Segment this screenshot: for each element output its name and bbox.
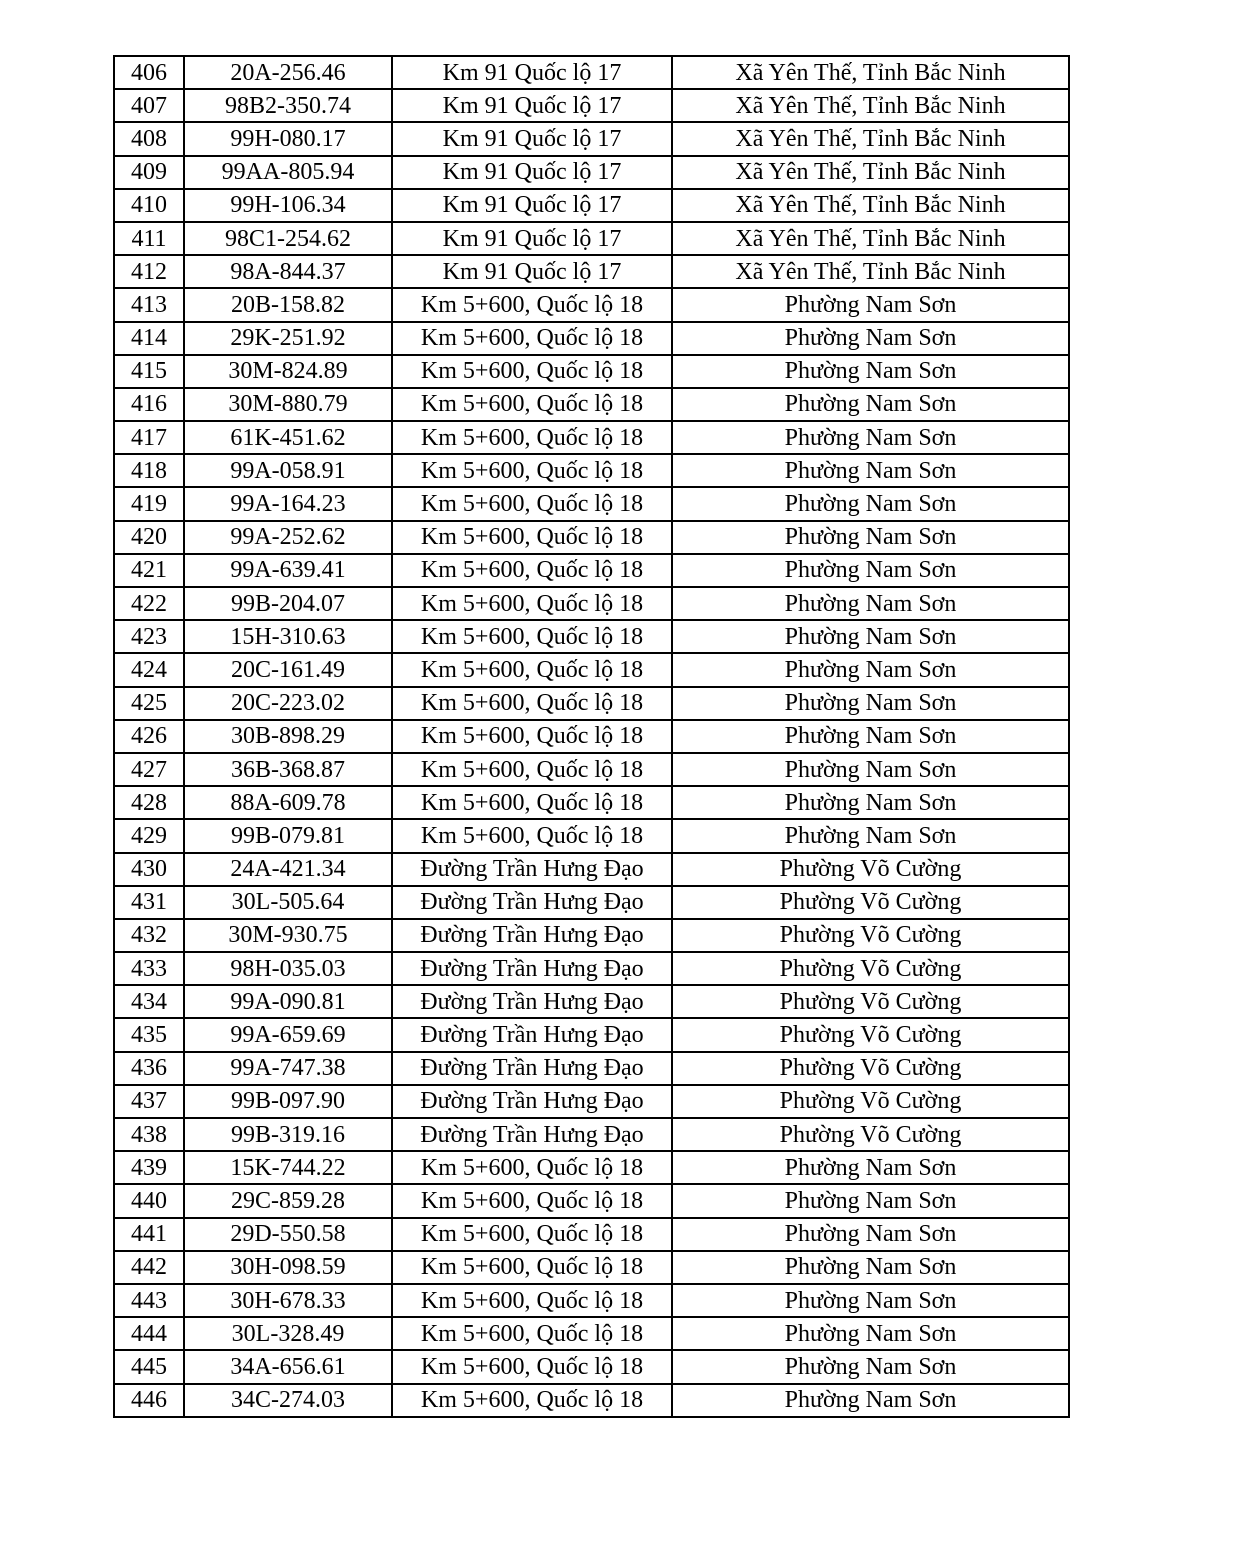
location-cell: Km 5+600, Quốc lộ 18 [392, 1384, 672, 1417]
table-row [114, 1350, 1069, 1383]
row-number-cell: 433 [114, 952, 184, 985]
location-cell: Đường Trần Hưng Đạo [392, 1085, 672, 1118]
row-number-cell: 409 [114, 156, 184, 189]
license-plate-cell: 20C-161.49 [184, 653, 392, 686]
location-cell: Km 5+600, Quốc lộ 18 [392, 322, 672, 355]
row-number-cell: 441 [114, 1218, 184, 1251]
license-plate-cell: 24A-421.34 [184, 853, 392, 886]
license-plate-cell: 98C1-254.62 [184, 222, 392, 255]
row-number-cell: 428 [114, 786, 184, 819]
ward-cell: Xã Yên Thế, Tỉnh Bắc Ninh [672, 222, 1069, 255]
ward-cell: Phường Võ Cường [672, 952, 1069, 985]
license-plate-cell: 30L-505.64 [184, 886, 392, 919]
row-number-cell: 426 [114, 720, 184, 753]
location-cell: Km 5+600, Quốc lộ 18 [392, 1151, 672, 1184]
row-number-cell: 431 [114, 886, 184, 919]
table-row [114, 1251, 1069, 1284]
table-row [114, 819, 1069, 852]
table-row [114, 1384, 1069, 1417]
ward-cell: Phường Nam Sơn [672, 421, 1069, 454]
ward-cell: Phường Nam Sơn [672, 1350, 1069, 1383]
license-plate-cell: 99A-659.69 [184, 1018, 392, 1051]
license-plate-cell: 29K-251.92 [184, 322, 392, 355]
license-plate-cell: 99H-080.17 [184, 122, 392, 155]
license-plate-cell: 30M-880.79 [184, 388, 392, 421]
row-number-cell: 436 [114, 1052, 184, 1085]
license-plate-cell: 36B-368.87 [184, 753, 392, 786]
license-plate-cell: 98B2-350.74 [184, 89, 392, 122]
license-plate-cell: 20C-223.02 [184, 687, 392, 720]
license-plate-cell: 99H-106.34 [184, 189, 392, 222]
table-row [114, 355, 1069, 388]
row-number-cell: 435 [114, 1018, 184, 1051]
location-cell: Đường Trần Hưng Đạo [392, 1018, 672, 1051]
ward-cell: Phường Võ Cường [672, 853, 1069, 886]
row-number-cell: 406 [114, 56, 184, 89]
table-row [114, 886, 1069, 919]
row-number-cell: 427 [114, 753, 184, 786]
location-cell: Km 5+600, Quốc lộ 18 [392, 521, 672, 554]
location-cell: Km 91 Quốc lộ 17 [392, 255, 672, 288]
table-row [114, 620, 1069, 653]
ward-cell: Phường Nam Sơn [672, 1218, 1069, 1251]
ward-cell: Phường Nam Sơn [672, 1251, 1069, 1284]
row-number-cell: 438 [114, 1118, 184, 1151]
license-plate-cell: 98A-844.37 [184, 255, 392, 288]
violations-table [113, 55, 1070, 1418]
table-row [114, 786, 1069, 819]
row-number-cell: 432 [114, 919, 184, 952]
license-plate-cell: 29C-859.28 [184, 1184, 392, 1217]
ward-cell: Phường Nam Sơn [672, 1151, 1069, 1184]
ward-cell: Phường Nam Sơn [672, 288, 1069, 321]
table-row [114, 454, 1069, 487]
table-body [114, 56, 1069, 1417]
license-plate-cell: 99B-079.81 [184, 819, 392, 852]
location-cell: Km 91 Quốc lộ 17 [392, 156, 672, 189]
ward-cell: Xã Yên Thế, Tỉnh Bắc Ninh [672, 255, 1069, 288]
license-plate-cell: 30M-824.89 [184, 355, 392, 388]
license-plate-cell: 98H-035.03 [184, 952, 392, 985]
table-row [114, 554, 1069, 587]
location-cell: Đường Trần Hưng Đạo [392, 886, 672, 919]
location-cell: Km 5+600, Quốc lộ 18 [392, 587, 672, 620]
ward-cell: Phường Võ Cường [672, 1052, 1069, 1085]
license-plate-cell: 34C-274.03 [184, 1384, 392, 1417]
license-plate-cell: 30H-678.33 [184, 1284, 392, 1317]
row-number-cell: 437 [114, 1085, 184, 1118]
table-row [114, 1317, 1069, 1350]
ward-cell: Phường Nam Sơn [672, 487, 1069, 520]
location-cell: Km 5+600, Quốc lộ 18 [392, 1317, 672, 1350]
row-number-cell: 444 [114, 1317, 184, 1350]
license-plate-cell: 29D-550.58 [184, 1218, 392, 1251]
ward-cell: Phường Nam Sơn [672, 653, 1069, 686]
ward-cell: Phường Nam Sơn [672, 521, 1069, 554]
row-number-cell: 429 [114, 819, 184, 852]
ward-cell: Phường Nam Sơn [672, 786, 1069, 819]
ward-cell: Phường Nam Sơn [672, 322, 1069, 355]
ward-cell: Phường Võ Cường [672, 1085, 1069, 1118]
table-row [114, 1284, 1069, 1317]
license-plate-cell: 99AA-805.94 [184, 156, 392, 189]
row-number-cell: 445 [114, 1350, 184, 1383]
location-cell: Km 5+600, Quốc lộ 18 [392, 421, 672, 454]
license-plate-cell: 30H-098.59 [184, 1251, 392, 1284]
location-cell: Km 5+600, Quốc lộ 18 [392, 1350, 672, 1383]
table-row [114, 156, 1069, 189]
table-row [114, 1184, 1069, 1217]
table-row [114, 388, 1069, 421]
license-plate-cell: 61K-451.62 [184, 421, 392, 454]
row-number-cell: 443 [114, 1284, 184, 1317]
location-cell: Km 5+600, Quốc lộ 18 [392, 1251, 672, 1284]
license-plate-cell: 30B-898.29 [184, 720, 392, 753]
row-number-cell: 421 [114, 554, 184, 587]
location-cell: Đường Trần Hưng Đạo [392, 1052, 672, 1085]
location-cell: Km 5+600, Quốc lộ 18 [392, 1284, 672, 1317]
license-plate-cell: 30M-930.75 [184, 919, 392, 952]
row-number-cell: 418 [114, 454, 184, 487]
table-row [114, 1151, 1069, 1184]
table-row [114, 56, 1069, 89]
ward-cell: Xã Yên Thế, Tỉnh Bắc Ninh [672, 156, 1069, 189]
ward-cell: Xã Yên Thế, Tỉnh Bắc Ninh [672, 122, 1069, 155]
ward-cell: Phường Nam Sơn [672, 454, 1069, 487]
location-cell: Km 91 Quốc lộ 17 [392, 89, 672, 122]
ward-cell: Phường Nam Sơn [672, 355, 1069, 388]
location-cell: Km 5+600, Quốc lộ 18 [392, 687, 672, 720]
row-number-cell: 422 [114, 587, 184, 620]
ward-cell: Phường Nam Sơn [672, 587, 1069, 620]
ward-cell: Phường Võ Cường [672, 1118, 1069, 1151]
ward-cell: Phường Nam Sơn [672, 388, 1069, 421]
row-number-cell: 407 [114, 89, 184, 122]
location-cell: Km 91 Quốc lộ 17 [392, 189, 672, 222]
row-number-cell: 413 [114, 288, 184, 321]
ward-cell: Phường Võ Cường [672, 886, 1069, 919]
location-cell: Km 5+600, Quốc lộ 18 [392, 720, 672, 753]
location-cell: Km 5+600, Quốc lộ 18 [392, 388, 672, 421]
ward-cell: Phường Nam Sơn [672, 554, 1069, 587]
table-row [114, 687, 1069, 720]
table-row [114, 322, 1069, 355]
row-number-cell: 446 [114, 1384, 184, 1417]
location-cell: Km 5+600, Quốc lộ 18 [392, 786, 672, 819]
location-cell: Km 5+600, Quốc lộ 18 [392, 753, 672, 786]
table-row [114, 255, 1069, 288]
license-plate-cell: 20A-256.46 [184, 56, 392, 89]
location-cell: Đường Trần Hưng Đạo [392, 1118, 672, 1151]
ward-cell: Phường Võ Cường [672, 985, 1069, 1018]
location-cell: Đường Trần Hưng Đạo [392, 853, 672, 886]
ward-cell: Phường Nam Sơn [672, 1317, 1069, 1350]
row-number-cell: 424 [114, 653, 184, 686]
location-cell: Km 5+600, Quốc lộ 18 [392, 554, 672, 587]
table-row [114, 1052, 1069, 1085]
row-number-cell: 423 [114, 620, 184, 653]
table-row [114, 189, 1069, 222]
row-number-cell: 434 [114, 985, 184, 1018]
table-row [114, 222, 1069, 255]
ward-cell: Phường Nam Sơn [672, 687, 1069, 720]
location-cell: Km 91 Quốc lộ 17 [392, 122, 672, 155]
ward-cell: Phường Nam Sơn [672, 1184, 1069, 1217]
location-cell: Km 5+600, Quốc lộ 18 [392, 355, 672, 388]
license-plate-cell: 99A-164.23 [184, 487, 392, 520]
location-cell: Km 91 Quốc lộ 17 [392, 222, 672, 255]
table-row [114, 421, 1069, 454]
row-number-cell: 412 [114, 255, 184, 288]
row-number-cell: 415 [114, 355, 184, 388]
ward-cell: Xã Yên Thế, Tỉnh Bắc Ninh [672, 189, 1069, 222]
row-number-cell: 440 [114, 1184, 184, 1217]
table-row [114, 952, 1069, 985]
table-row [114, 985, 1069, 1018]
table-row [114, 1218, 1069, 1251]
license-plate-cell: 99B-097.90 [184, 1085, 392, 1118]
row-number-cell: 425 [114, 687, 184, 720]
table-row [114, 89, 1069, 122]
ward-cell: Phường Nam Sơn [672, 1284, 1069, 1317]
location-cell: Km 91 Quốc lộ 17 [392, 56, 672, 89]
license-plate-cell: 20B-158.82 [184, 288, 392, 321]
location-cell: Đường Trần Hưng Đạo [392, 985, 672, 1018]
license-plate-cell: 34A-656.61 [184, 1350, 392, 1383]
table-row [114, 919, 1069, 952]
location-cell: Km 5+600, Quốc lộ 18 [392, 487, 672, 520]
license-plate-cell: 99A-252.62 [184, 521, 392, 554]
license-plate-cell: 99A-639.41 [184, 554, 392, 587]
table-row [114, 853, 1069, 886]
table-row [114, 521, 1069, 554]
row-number-cell: 411 [114, 222, 184, 255]
ward-cell: Phường Nam Sơn [672, 620, 1069, 653]
row-number-cell: 419 [114, 487, 184, 520]
ward-cell: Xã Yên Thế, Tỉnh Bắc Ninh [672, 89, 1069, 122]
ward-cell: Phường Nam Sơn [672, 753, 1069, 786]
location-cell: Km 5+600, Quốc lộ 18 [392, 288, 672, 321]
ward-cell: Phường Nam Sơn [672, 1384, 1069, 1417]
license-plate-cell: 15H-310.63 [184, 620, 392, 653]
license-plate-cell: 30L-328.49 [184, 1317, 392, 1350]
location-cell: Đường Trần Hưng Đạo [392, 919, 672, 952]
ward-cell: Phường Võ Cường [672, 1018, 1069, 1051]
license-plate-cell: 15K-744.22 [184, 1151, 392, 1184]
license-plate-cell: 88A-609.78 [184, 786, 392, 819]
location-cell: Km 5+600, Quốc lộ 18 [392, 1218, 672, 1251]
license-plate-cell: 99A-058.91 [184, 454, 392, 487]
row-number-cell: 410 [114, 189, 184, 222]
location-cell: Km 5+600, Quốc lộ 18 [392, 653, 672, 686]
table-row [114, 720, 1069, 753]
location-cell: Km 5+600, Quốc lộ 18 [392, 1184, 672, 1217]
row-number-cell: 414 [114, 322, 184, 355]
table-row [114, 587, 1069, 620]
table-row [114, 122, 1069, 155]
ward-cell: Phường Nam Sơn [672, 819, 1069, 852]
table-row [114, 288, 1069, 321]
row-number-cell: 416 [114, 388, 184, 421]
row-number-cell: 442 [114, 1251, 184, 1284]
location-cell: Đường Trần Hưng Đạo [392, 952, 672, 985]
license-plate-cell: 99A-747.38 [184, 1052, 392, 1085]
location-cell: Km 5+600, Quốc lộ 18 [392, 454, 672, 487]
table-row [114, 1085, 1069, 1118]
table-row [114, 653, 1069, 686]
license-plate-cell: 99B-319.16 [184, 1118, 392, 1151]
location-cell: Km 5+600, Quốc lộ 18 [392, 819, 672, 852]
table-row [114, 1118, 1069, 1151]
table-row [114, 1018, 1069, 1051]
ward-cell: Phường Nam Sơn [672, 720, 1069, 753]
row-number-cell: 430 [114, 853, 184, 886]
location-cell: Km 5+600, Quốc lộ 18 [392, 620, 672, 653]
row-number-cell: 417 [114, 421, 184, 454]
ward-cell: Phường Võ Cường [672, 919, 1069, 952]
license-plate-cell: 99B-204.07 [184, 587, 392, 620]
license-plate-cell: 99A-090.81 [184, 985, 392, 1018]
table-row [114, 487, 1069, 520]
table-row [114, 753, 1069, 786]
ward-cell: Xã Yên Thế, Tỉnh Bắc Ninh [672, 56, 1069, 89]
row-number-cell: 439 [114, 1151, 184, 1184]
row-number-cell: 420 [114, 521, 184, 554]
row-number-cell: 408 [114, 122, 184, 155]
